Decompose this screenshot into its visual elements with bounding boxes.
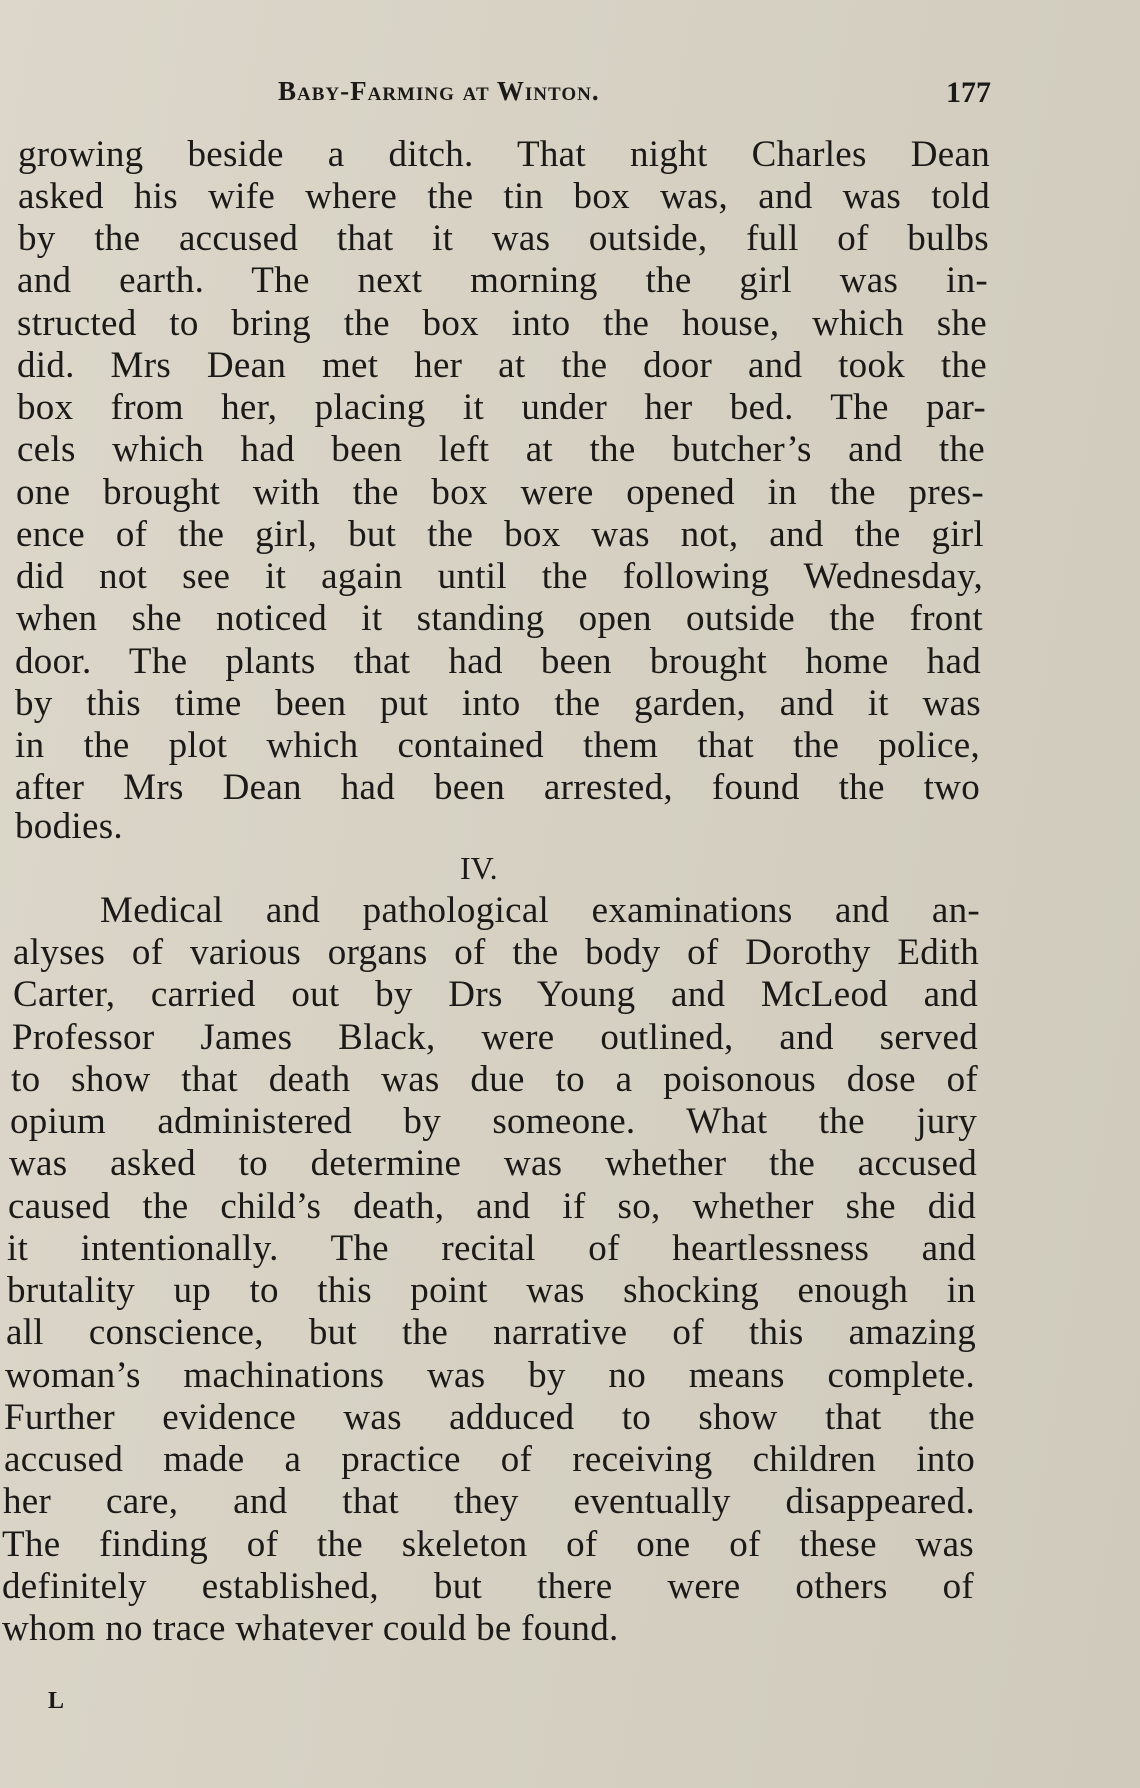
- paragraph-line: box from her, placing it under her bed. The par-: [17, 387, 986, 428]
- paragraph-line: in the plot which contained them that the police,: [15, 725, 980, 766]
- paragraph-line: after Mrs Dean had been arrested, found the two: [15, 767, 980, 808]
- paragraph-line: The finding of the skeleton of one of these was: [2, 1524, 974, 1565]
- running-head: [0, 70, 1010, 116]
- paragraph-line: and earth. The next morning the girl was in-: [17, 260, 988, 301]
- paragraph-line: caused the child’s death, and if so, whether she did: [8, 1186, 976, 1227]
- paragraph-line: brutality up to this point was shocking enough in: [7, 1270, 976, 1311]
- paragraph-line: ence of the girl, but the box was not, and the girl: [16, 514, 984, 555]
- paragraph-line: Further evidence was adduced to show that the: [4, 1397, 975, 1438]
- paragraph-line: woman’s machinations was by no means complete.: [5, 1355, 975, 1396]
- paragraph-line: alyses of various organs of the body of Dorothy Edith: [13, 932, 979, 973]
- paragraph-line: was asked to determine was whether the accused: [9, 1143, 977, 1184]
- paragraph-line: opium administered by someone. What the jury: [10, 1101, 977, 1142]
- paragraph-line: bodies.: [15, 806, 123, 847]
- paragraph-line: by this time been put into the garden, and it was: [15, 683, 981, 724]
- paragraph-line: it intentionally. The recital of heartlessness and: [7, 1228, 976, 1269]
- paragraph-line: whom no trace whatever could be found.: [2, 1608, 619, 1649]
- paragraph-line: her care, and that they eventually disappeared.: [3, 1481, 975, 1522]
- running-head-title: Baby-Farming at Winton.: [278, 76, 600, 106]
- paragraph-line: Professor James Black, were outlined, and served: [12, 1017, 978, 1058]
- paragraph-line: did. Mrs Dean met her at the door and took the: [17, 345, 987, 386]
- paragraph-line: by the accused that it was outside, full of bulbs: [18, 218, 989, 259]
- paragraph-line: accused made a practice of receiving children into: [4, 1439, 975, 1480]
- paragraph-line: cels which had been left at the butcher’s and the: [17, 429, 985, 470]
- paragraph-line: to show that death was due to a poisonous dose of: [11, 1059, 978, 1100]
- signature-mark: L: [48, 1688, 65, 1714]
- paragraph-line: one brought with the box were opened in the pres-: [16, 472, 984, 513]
- paragraph-line: definitely established, but there were others of: [2, 1566, 974, 1607]
- page-number: 177: [946, 76, 991, 109]
- paragraph-line: structed to bring the box into the house, which she: [17, 303, 987, 344]
- paragraph-line: did not see it again until the following Wednesday,: [16, 556, 983, 597]
- paragraph-line: when she noticed it standing open outside the front: [16, 598, 983, 639]
- paragraph-line: Medical and pathological examinations and an-: [100, 890, 980, 931]
- section-heading: IV.: [460, 850, 498, 886]
- paragraph-line: Carter, carried out by Drs Young and McLeod and: [13, 974, 978, 1015]
- paragraph-line: all conscience, but the narrative of this amazing: [6, 1312, 976, 1353]
- paragraph-line: asked his wife where the tin box was, and was told: [18, 176, 990, 217]
- paragraph-line: growing beside a ditch. That night Charles Dean: [18, 134, 990, 175]
- paragraph-line: door. The plants that had been brought home had: [15, 641, 981, 682]
